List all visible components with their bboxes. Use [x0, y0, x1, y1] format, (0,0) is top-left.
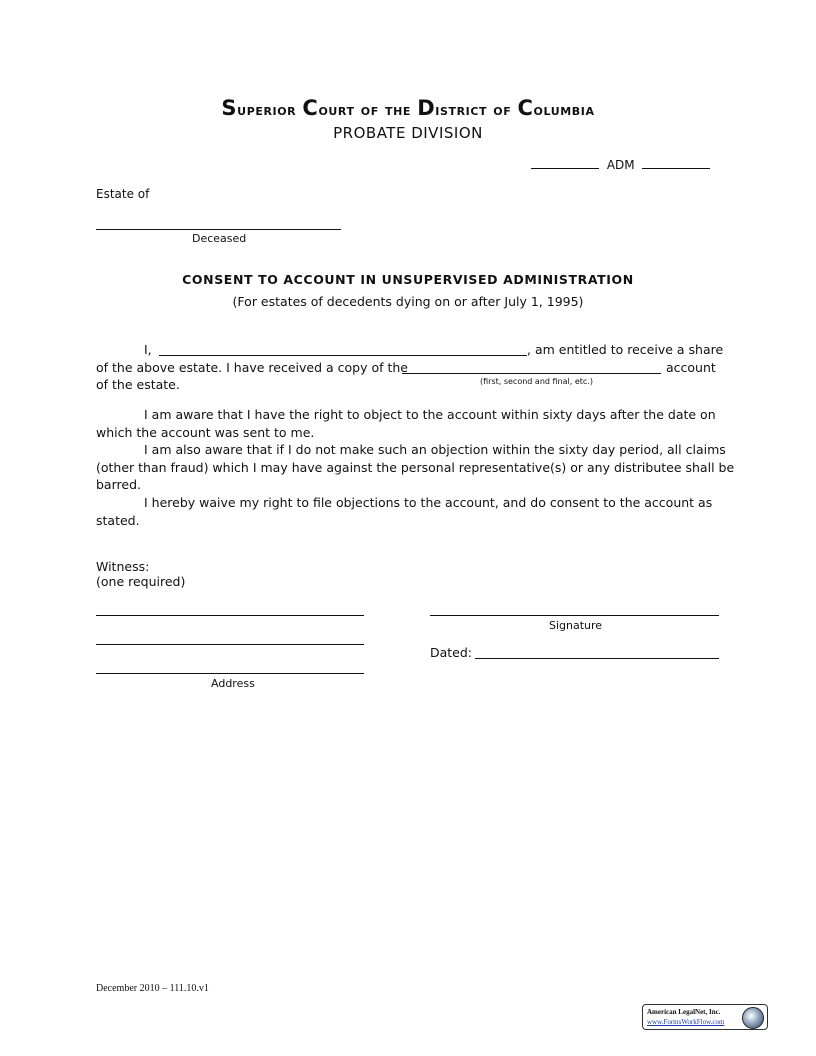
court-title-uperior: uperior	[237, 100, 303, 119]
division-title: PROBATE DIVISION	[333, 124, 483, 142]
account-type-hint: (first, second and final, etc.)	[480, 377, 593, 386]
signature-label: Signature	[549, 619, 603, 632]
estate-label: Estate of	[96, 187, 150, 201]
address-label: Address	[211, 677, 255, 690]
american-legalnet-logo[interactable]	[642, 1004, 768, 1030]
p1-line2: of the above estate. I have received a copy of the	[96, 360, 408, 375]
court-title-s: S	[221, 96, 238, 120]
dated-label: Dated:	[430, 645, 473, 660]
court-title-ourt: ourt of the	[318, 100, 418, 119]
decedent-name-line[interactable]	[96, 229, 341, 230]
globe-icon	[742, 1007, 764, 1029]
dated-line[interactable]	[475, 658, 719, 659]
court-title-istrict: istrict of	[435, 100, 518, 119]
logo-name: American LegalNet, Inc.	[647, 1008, 721, 1016]
p2-line2: which the account was sent to me.	[96, 425, 315, 440]
witness-note: (one required)	[96, 574, 186, 589]
form-code: December 2010 – 111.10.v1	[96, 983, 209, 994]
p2-line1: I am aware that I have the right to object to the account within sixty days after the date on	[144, 407, 716, 422]
p1-entitled: , am entitled to receive a share	[527, 342, 724, 357]
court-title-col: C	[517, 96, 534, 120]
court-title-c: C	[302, 96, 319, 120]
witness-address-line-2[interactable]	[96, 673, 364, 674]
witness-label: Witness:	[96, 559, 150, 574]
p3-line3: barred.	[96, 477, 141, 492]
p3-line2: (other than fraud) which I may have against the personal representative(s) or any distributee shall be	[96, 460, 735, 475]
p3-line1: I am also aware that if I do not make such an objection within the sixty day period, all claims	[144, 442, 726, 457]
court-title-olumbia: olumbia	[533, 100, 595, 119]
witness-name-line[interactable]	[96, 615, 364, 616]
court-title-d: D	[417, 96, 436, 120]
p4-line2: stated.	[96, 513, 140, 528]
p1-line3: of the estate.	[96, 377, 180, 392]
p1-i: I,	[144, 342, 152, 357]
p4-line1: I hereby waive my right to file objections to the account, and do consent to the account as	[144, 495, 713, 510]
witness-address-line-1[interactable]	[96, 644, 364, 645]
account-type-line[interactable]	[402, 373, 661, 374]
p1-account: account	[666, 360, 716, 375]
claimant-name-line[interactable]	[159, 355, 527, 356]
logo-url[interactable]: www.FormsWorkFlow.com	[647, 1018, 725, 1026]
form-title: CONSENT TO ACCOUNT IN UNSUPERVISED ADMINISTRATION	[182, 272, 634, 287]
signature-line[interactable]	[430, 615, 719, 616]
adm-number-field[interactable]	[531, 158, 710, 172]
form-subtitle: (For estates of decedents dying on or after July 1, 1995)	[232, 294, 584, 309]
adm-label: ADM	[606, 158, 635, 172]
adm-suffix-blank[interactable]	[642, 167, 710, 169]
adm-prefix-blank[interactable]	[531, 167, 599, 169]
court-title	[0, 96, 816, 120]
deceased-label: Deceased	[192, 232, 247, 245]
